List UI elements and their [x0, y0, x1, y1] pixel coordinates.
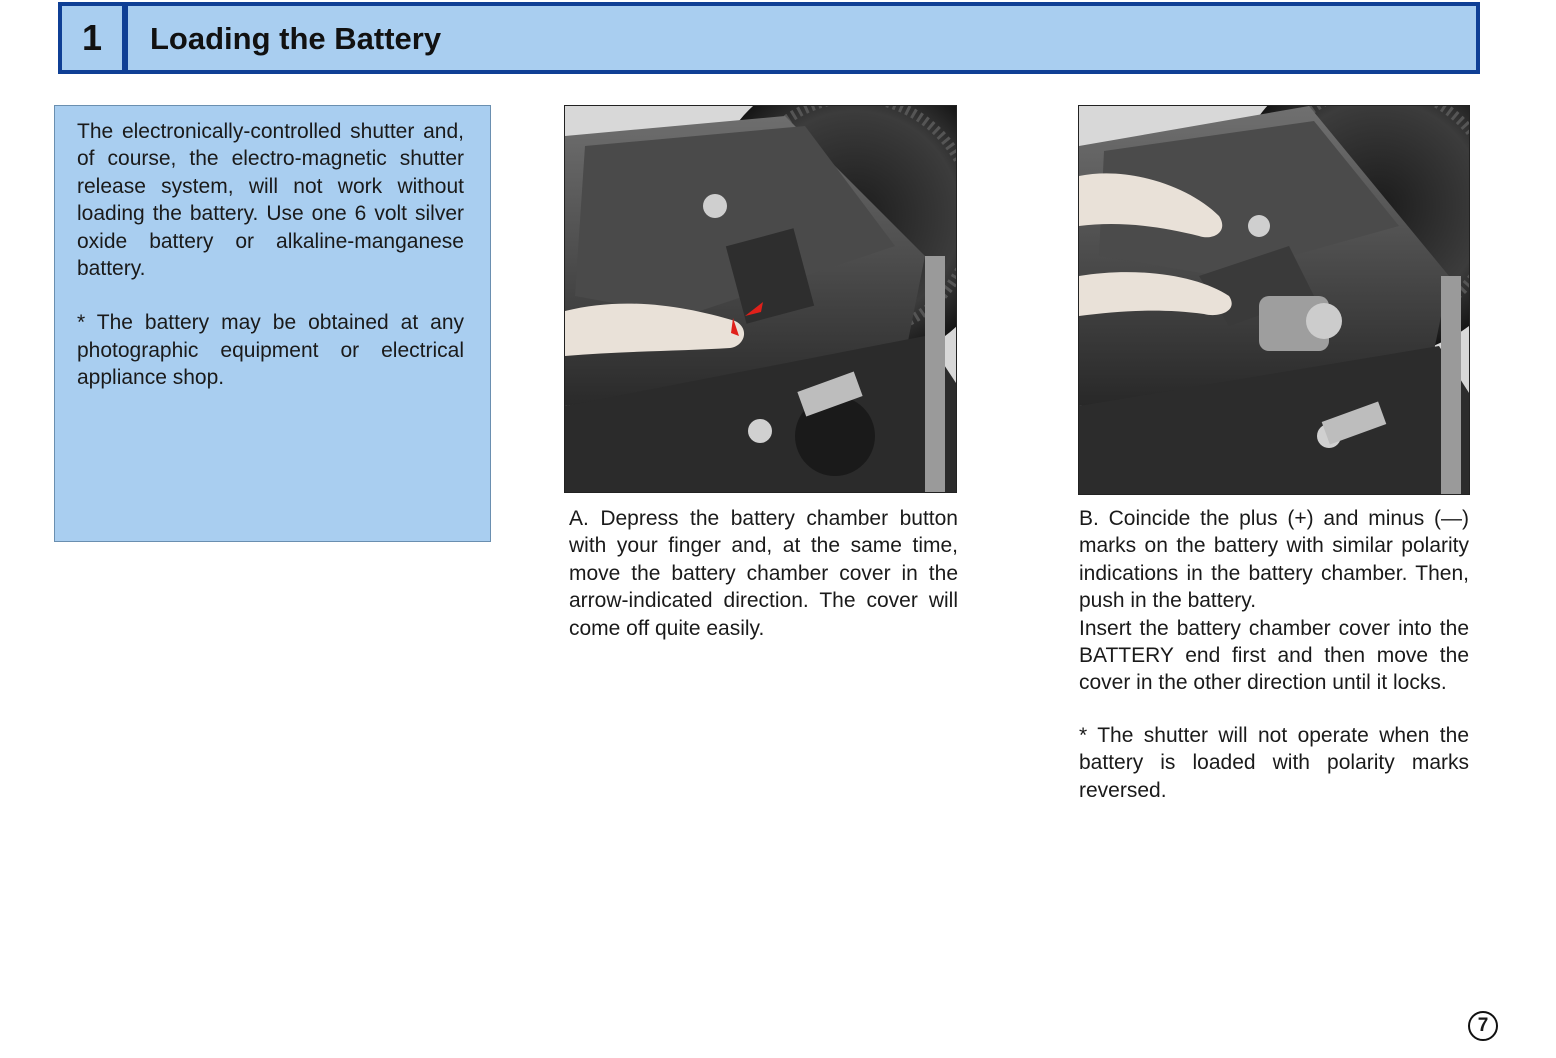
section-title: Loading the Battery: [150, 21, 442, 56]
photo-step-b: [1078, 105, 1470, 495]
page-number: 7: [1468, 1011, 1498, 1041]
caption-step-b: [1079, 505, 1469, 804]
intro-box: [54, 105, 491, 542]
caption-a-text: A. Depress the battery chamber button with your finger and, at the same time, move the battery chamber cover in the arrow-indicated direction. The cover will come off quite easily.: [569, 507, 958, 640]
caption-b-text-2: Insert the battery chamber cover into the BATTERY end first and then move the cover in the other direction until it locks.: [1079, 616, 1469, 695]
intro-note: * The battery may be obtained at any photographic equipment or electrical appliance shop.: [77, 311, 464, 390]
caption-b-text-1: B. Coincide the plus (+) and minus (—) marks on the battery with similar polarity indications in the battery chamber. Then, push in the battery.: [1079, 507, 1469, 613]
caption-step-a: [569, 505, 958, 642]
caption-b-note: * The shutter will not operate when the battery is loaded with polarity marks reversed.: [1079, 723, 1469, 802]
section-number: 1: [62, 6, 128, 70]
section-header: [58, 2, 1480, 74]
intro-text: The electronically-controlled shutter and, of course, the electro-magnetic shutter release system, will not work without loading the battery. Use one 6 volt silver oxide battery or alkaline-manganese battery.: [77, 120, 464, 281]
photo-step-a: [564, 105, 957, 493]
